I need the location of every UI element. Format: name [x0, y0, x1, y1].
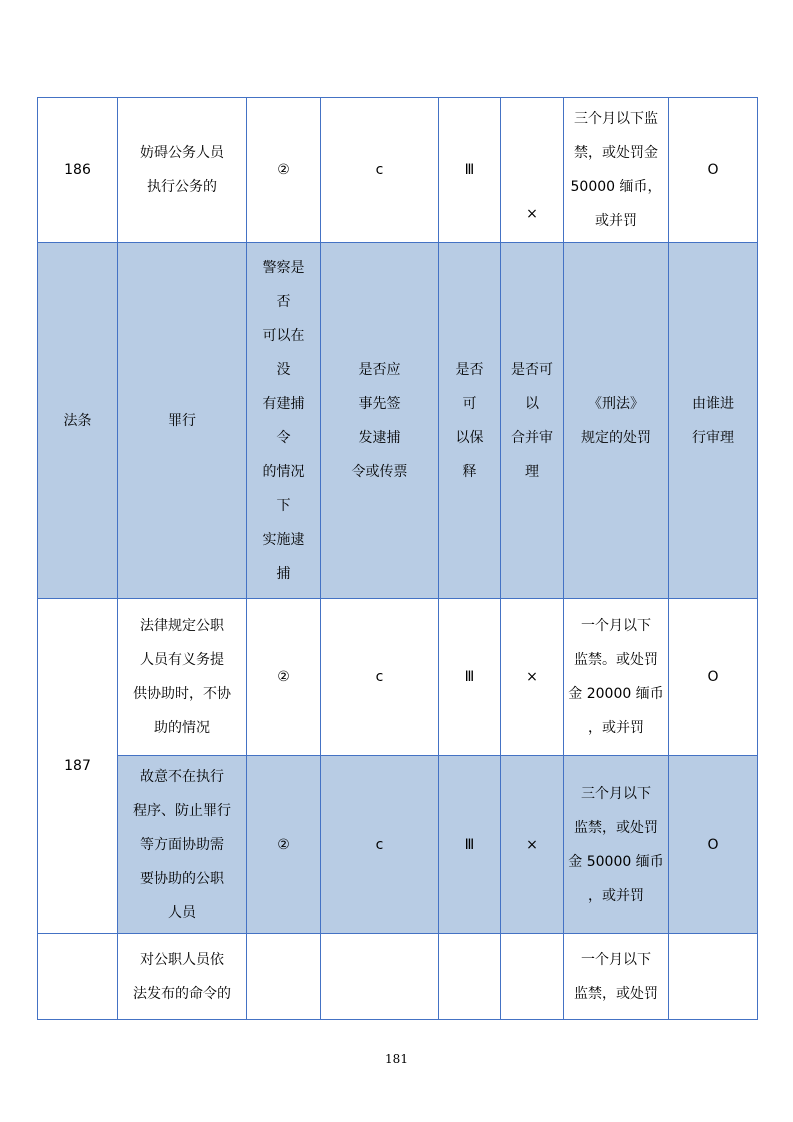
offense-line: 执行公务的 — [147, 179, 217, 195]
header-line: 警察是 — [262, 259, 305, 276]
header-line: 否 — [276, 293, 291, 310]
offense-line: 程序、防止罪行 — [133, 802, 231, 819]
combined-trial-cell: × — [501, 98, 564, 243]
penalty-line: 三个月以下监 — [574, 111, 658, 127]
table-row-next — [38, 934, 758, 1020]
header-combined-trial — [501, 243, 564, 599]
header-line: 令 — [276, 429, 291, 446]
header-line: 有建捕 — [262, 395, 305, 412]
header-row — [38, 243, 758, 599]
penalty-line: 金 50000 缅币 — [568, 853, 664, 870]
tried-by-cell: O — [669, 756, 758, 934]
offense-line: 人员 — [168, 904, 196, 921]
combined-trial-cell: × — [501, 756, 564, 934]
combined-trial-cell — [501, 934, 564, 1020]
header-police-arrest — [247, 243, 321, 599]
offense-line: 法律规定公职 — [140, 618, 224, 634]
penalty-cell — [564, 599, 669, 756]
header-line: 捕 — [276, 565, 291, 582]
article-cell: 186 — [38, 98, 118, 243]
penalty-line: 50000 缅币， — [570, 179, 662, 195]
table-row-187a — [38, 599, 758, 756]
header-penalty — [564, 243, 669, 599]
offense-cell — [118, 934, 247, 1020]
table-row-187b — [38, 756, 758, 934]
offense-line: 助的情况 — [154, 720, 210, 736]
offense-line: 故意不在执行 — [140, 768, 224, 785]
tried-by-cell — [669, 934, 758, 1020]
header-line: 行审理 — [692, 429, 734, 446]
penalty-line: 三个月以下 — [581, 785, 651, 802]
bail-cell — [439, 934, 501, 1020]
offense-cell — [118, 599, 247, 756]
header-line: 实施逮 — [262, 531, 305, 548]
header-line: 释 — [462, 463, 477, 480]
header-line: 《刑法》 — [588, 395, 644, 412]
offense-line: 供协助时，不协 — [133, 686, 231, 702]
article-cell: 187 — [38, 599, 118, 934]
police-arrest-cell: ② — [247, 98, 321, 243]
header-line: 令或传票 — [351, 463, 408, 480]
header-tried-by — [669, 243, 758, 599]
penalty-line: 禁，或处罚金 — [574, 145, 658, 161]
header-line: 是否可 — [511, 361, 553, 378]
header-line: 由谁进 — [692, 395, 734, 412]
penalty-line: ，或并罚 — [588, 887, 644, 904]
tried-by-cell: O — [669, 599, 758, 756]
offense-line: 人员有义务提 — [140, 652, 224, 668]
header-line: 的情况 — [262, 463, 305, 480]
header-line: 下 — [276, 497, 291, 514]
header-line: 理 — [525, 463, 539, 480]
header-line: 规定的处罚 — [581, 429, 651, 446]
offense-cell — [118, 756, 247, 934]
penalty-line: 金 20000 缅币 — [568, 686, 664, 702]
warrant-cell — [321, 934, 439, 1020]
header-line: 可以在 — [262, 327, 305, 344]
police-arrest-cell — [247, 934, 321, 1020]
bail-cell: Ⅲ — [439, 98, 501, 243]
penalty-line: 或并罚 — [595, 213, 637, 229]
penalty-line: 一个月以下 — [581, 618, 651, 634]
header-article: 法条 — [38, 243, 118, 599]
header-line: 发逮捕 — [358, 429, 401, 446]
police-arrest-cell: ② — [247, 756, 321, 934]
tried-by-cell: O — [669, 98, 758, 243]
penalty-line: 监禁，或处罚 — [574, 985, 658, 1002]
offense-cell — [118, 98, 247, 243]
bail-cell: Ⅲ — [439, 756, 501, 934]
criminal-code-table — [37, 97, 758, 1020]
warrant-cell: c — [321, 756, 439, 934]
offense-line: 妨碍公务人员 — [140, 145, 224, 161]
penalty-cell — [564, 934, 669, 1020]
header-bail — [439, 243, 501, 599]
header-line: 没 — [276, 361, 291, 378]
penalty-line: 监禁。或处罚 — [574, 652, 658, 668]
penalty-line: 监禁，或处罚 — [574, 819, 658, 836]
warrant-cell: c — [321, 98, 439, 243]
penalty-cell — [564, 756, 669, 934]
warrant-cell: c — [321, 599, 439, 756]
offense-line: 要协助的公职 — [140, 870, 224, 887]
header-line: 合并审 — [511, 429, 553, 446]
table-row-186 — [38, 98, 758, 243]
header-line: 是否 — [455, 361, 484, 378]
page-number: 181 — [385, 1052, 408, 1066]
offense-line: 法发布的命令的 — [133, 985, 231, 1002]
police-arrest-cell: ② — [247, 599, 321, 756]
combined-trial-cell: × — [501, 599, 564, 756]
header-offense: 罪行 — [118, 243, 247, 599]
penalty-cell — [564, 98, 669, 243]
header-line: 是否应 — [358, 361, 401, 378]
article-cell — [38, 934, 118, 1020]
header-line: 事先签 — [358, 395, 401, 412]
header-line: 以 — [525, 395, 539, 412]
offense-line: 对公职人员依 — [140, 951, 224, 968]
offense-line: 等方面协助需 — [140, 836, 224, 853]
header-line: 可 — [462, 395, 477, 412]
penalty-line: ，或并罚 — [588, 720, 644, 736]
penalty-line: 一个月以下 — [581, 951, 651, 968]
header-warrant — [321, 243, 439, 599]
bail-cell: Ⅲ — [439, 599, 501, 756]
header-line: 以保 — [455, 429, 484, 446]
